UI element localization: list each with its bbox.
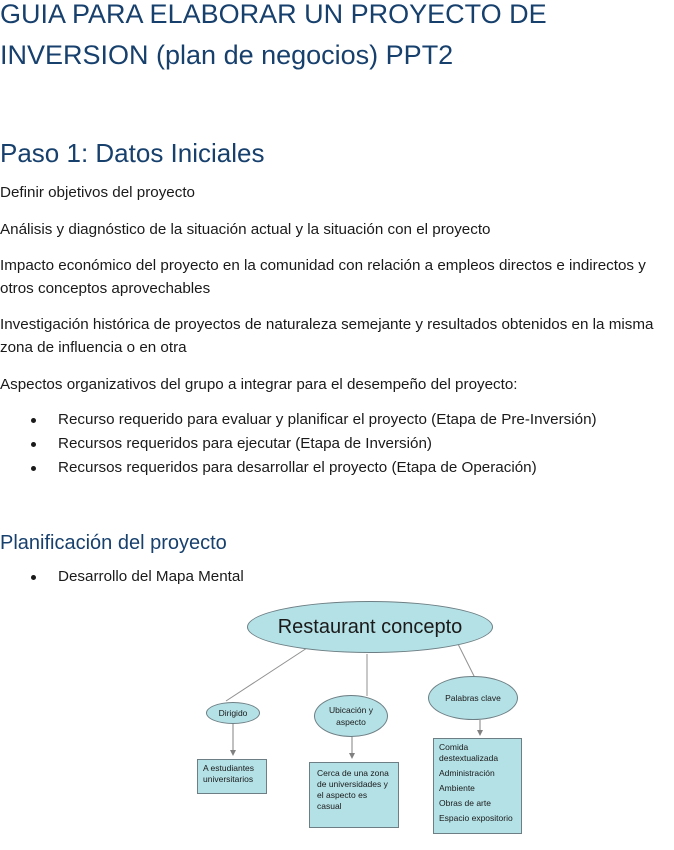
bullet-list-planificacion xyxy=(0,565,244,589)
list-item xyxy=(0,456,597,480)
leaf-item: Ambiente xyxy=(439,783,475,793)
mind-map-center-node xyxy=(247,601,493,653)
leaf-box-ubicacion xyxy=(309,762,399,828)
bullet-icon xyxy=(31,466,36,471)
paragraph-analisis: Análisis y diagnóstico de la situación actual y la situación con el proyecto xyxy=(0,221,491,238)
list-item-text: Recursos requeridos para ejecutar (Etapa de Inversión) xyxy=(58,435,432,452)
paragraph-investigacion: Investigación histórica de proyectos de naturaleza semejante y resultados obtenidos en la misma zona de influencia o en otra xyxy=(0,316,654,356)
mind-map xyxy=(190,598,530,848)
center-node-label: Restaurant concepto xyxy=(277,615,463,638)
branch-label: Ubicación y aspecto xyxy=(329,705,373,727)
section-heading-paso-1: Paso 1: Datos Iniciales xyxy=(0,138,265,168)
list-item xyxy=(0,565,244,589)
bullet-icon xyxy=(31,575,36,580)
branch-node-dirigido xyxy=(206,702,260,724)
list-item-text: Recursos requeridos para desarrollar el proyecto (Etapa de Operación) xyxy=(58,459,537,476)
branch-node-palabras-clave xyxy=(428,676,518,720)
leaf-item: Administración xyxy=(439,768,495,778)
list-item-text: Desarrollo del Mapa Mental xyxy=(58,568,244,585)
leaf-item: Obras de arte xyxy=(439,798,491,808)
leaf-box-dirigido xyxy=(197,759,267,794)
bullet-icon xyxy=(31,442,36,447)
list-item xyxy=(0,432,597,456)
leaf-box-palabras-clave xyxy=(433,738,522,834)
bullet-list-recursos xyxy=(0,408,597,480)
branch-label: Palabras clave xyxy=(445,693,501,703)
document-title: GUIA PARA ELABORAR UN PROYECTO DE INVERSION (plan de negocios) PPT2 xyxy=(0,0,547,70)
leaf-item: Espacio expositorio xyxy=(439,813,513,823)
branch-node-ubicacion xyxy=(314,695,388,737)
leaf-item: Comida destextualizada xyxy=(439,742,499,763)
paragraph-impacto: Impacto económico del proyecto en la comunidad con relación a empleos directos e indirectos y otros conceptos aprovechables xyxy=(0,257,646,297)
list-item-text: Recurso requerido para evaluar y planificar el proyecto (Etapa de Pre-Inversión) xyxy=(58,411,597,428)
connector-center-palabras xyxy=(458,644,475,678)
leaf-item: A estudiantes universitarios xyxy=(203,763,255,784)
leaf-item: Cerca de una zona de universidades y el aspecto es casual xyxy=(317,768,389,811)
branch-label: Dirigido xyxy=(218,708,248,718)
section-heading-planificacion: Planificación del proyecto xyxy=(0,532,227,554)
paragraph-objetivos: Definir objetivos del proyecto xyxy=(0,184,196,201)
bullet-icon xyxy=(31,418,36,423)
paragraph-aspectos: Aspectos organizativos del grupo a integrar para el desempeño del proyecto: xyxy=(0,376,518,393)
connector-center-dirigido xyxy=(226,648,307,701)
list-item xyxy=(0,408,597,432)
